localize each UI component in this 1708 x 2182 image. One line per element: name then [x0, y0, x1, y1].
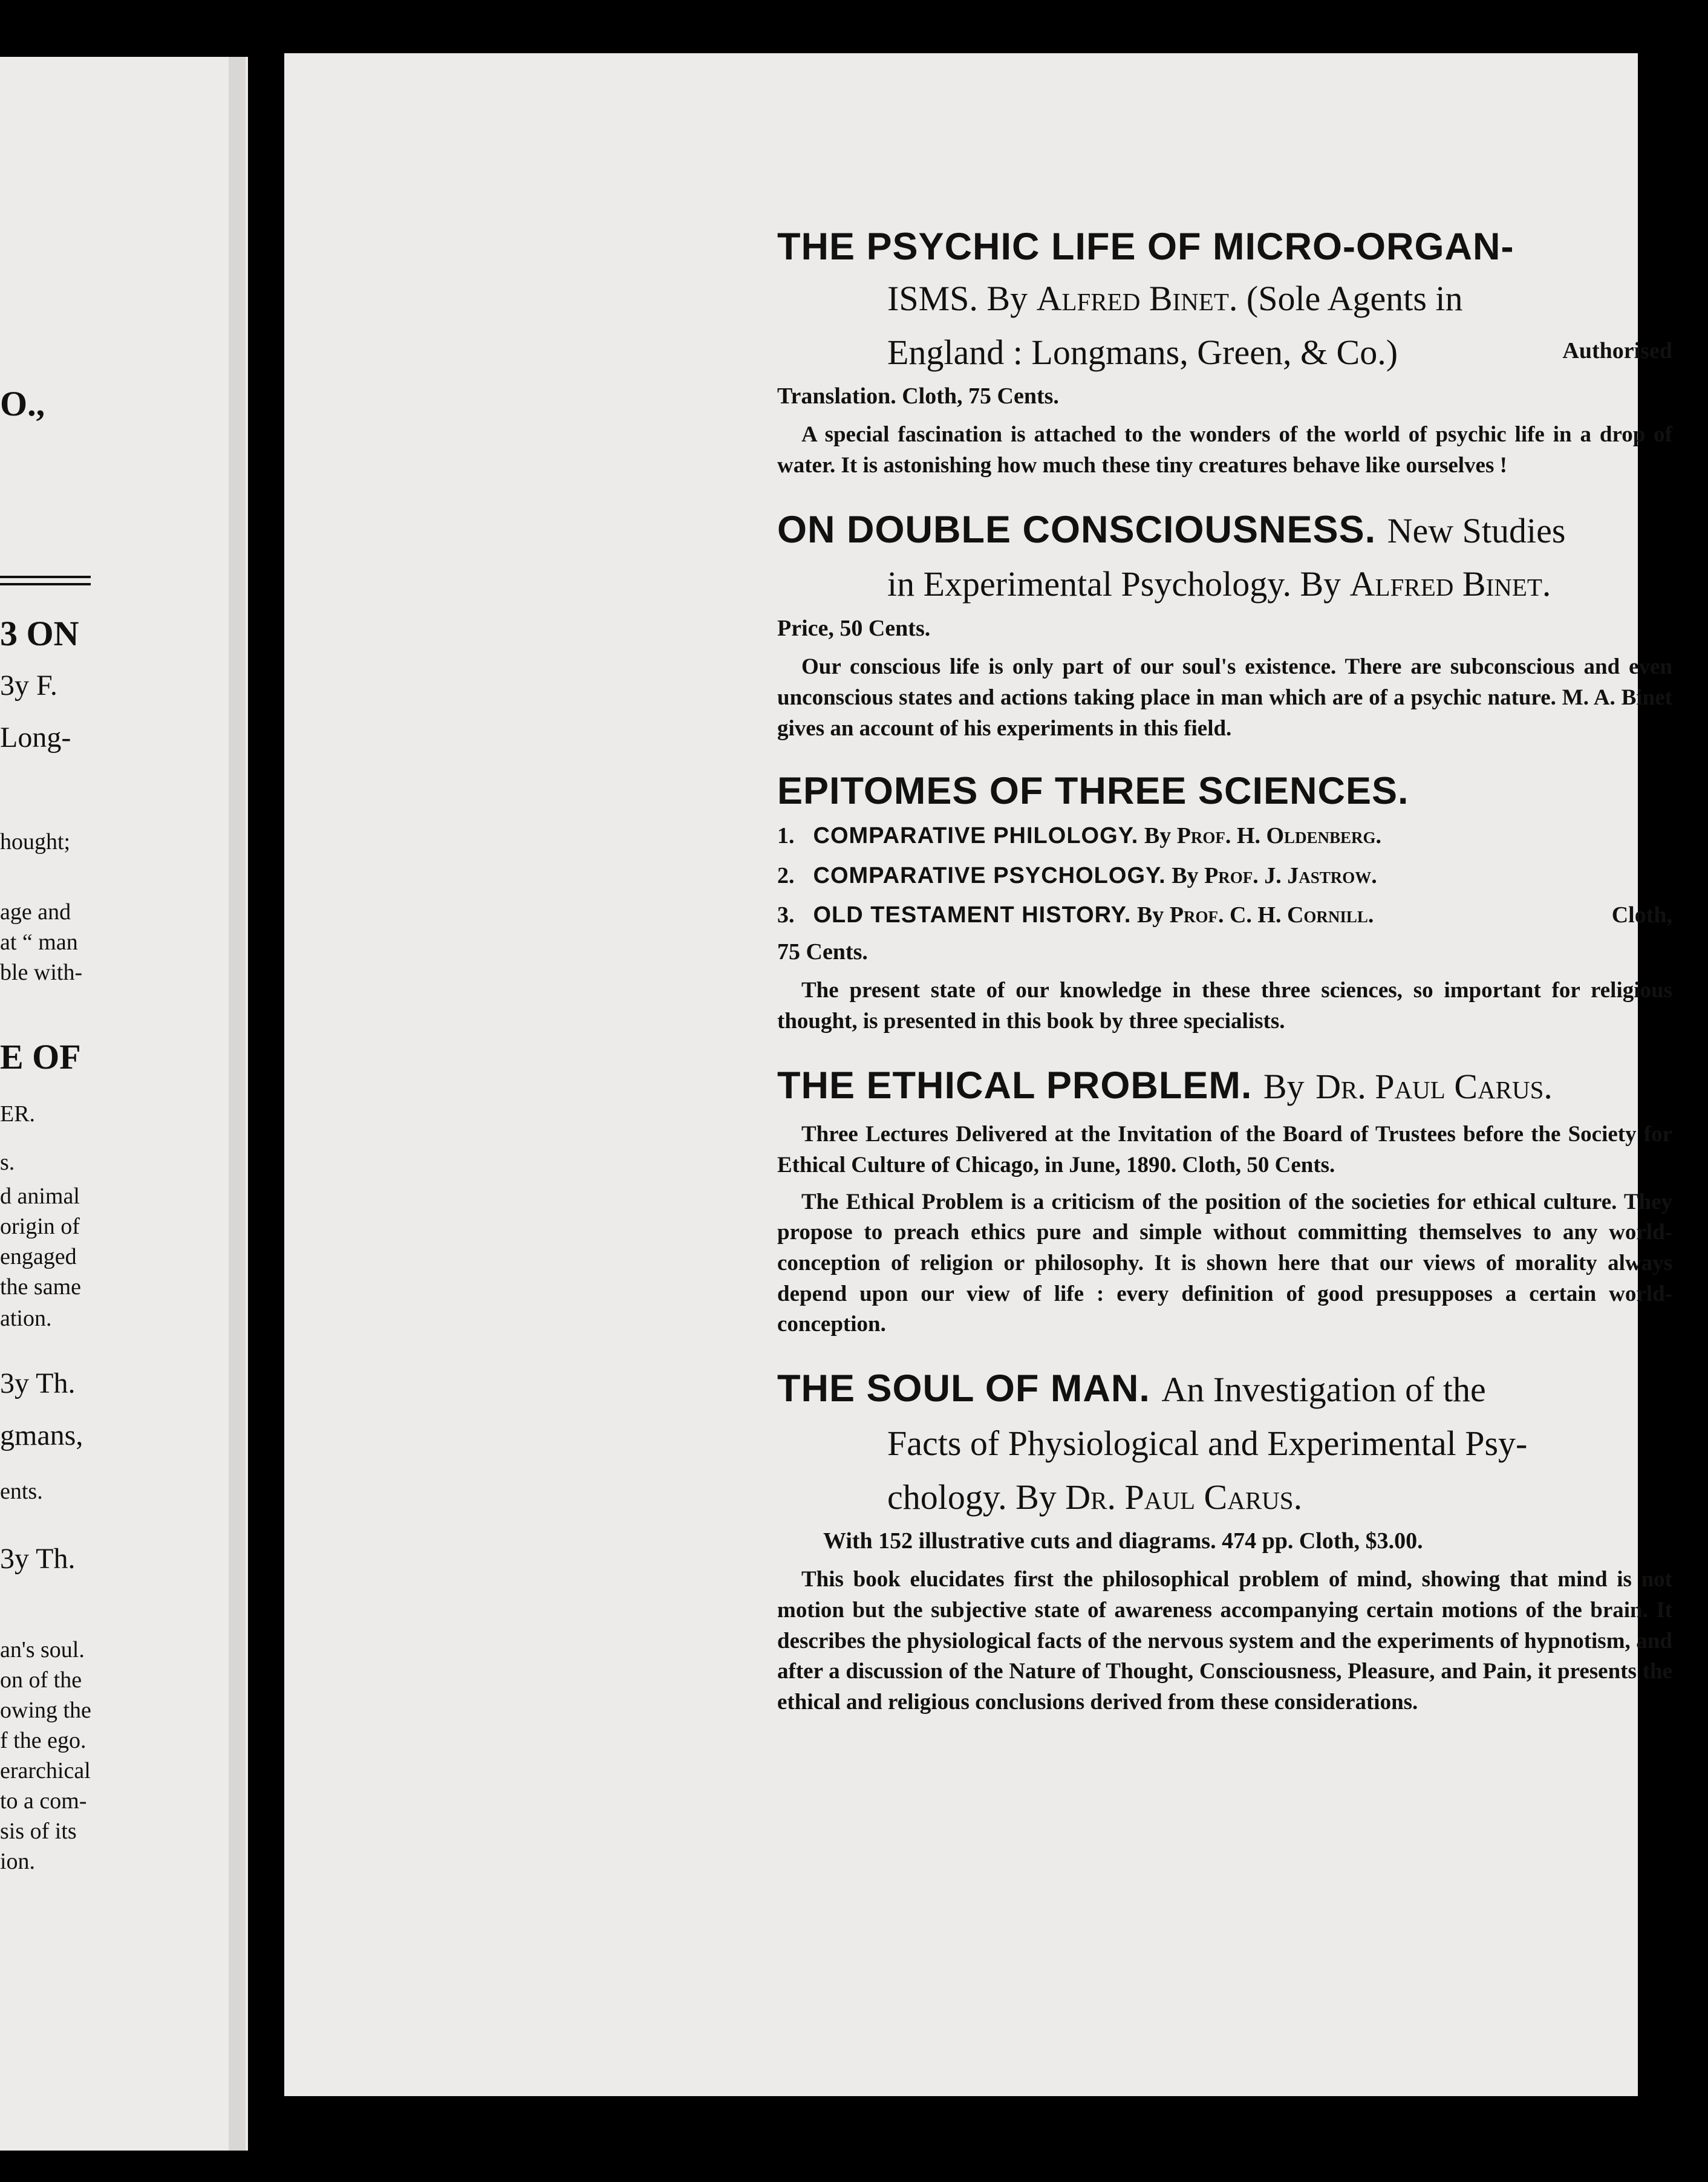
- left-page-line: hought;: [0, 829, 71, 855]
- book-author: Alfred Binet.: [1036, 278, 1238, 318]
- book-entry-soul-of-man: [777, 1363, 1672, 1718]
- left-page-line: to a com-: [0, 1788, 87, 1814]
- book-title: THE PSYCHIC LIFE OF MICRO-ORGAN-: [777, 226, 1514, 268]
- left-page-line: an's soul.: [0, 1637, 85, 1663]
- epitome-item-num: 2.: [777, 862, 795, 888]
- left-page-line: ents.: [0, 1479, 43, 1504]
- book-list: [777, 223, 1672, 1741]
- book-description: Our conscious life is only part of our soul's existence. There are subconscious and even unconscious states and actions taking place in man which are of a psychic nature. M. A. Binet gives an account of his experiments in this field.: [777, 654, 1672, 741]
- epitome-item-title: OLD TESTAMENT HISTORY.: [813, 902, 1132, 928]
- epitome-item: [777, 816, 1672, 856]
- book-publisher: England : Longmans, Green, & Co.) Authorised: [887, 332, 1672, 372]
- left-page-line: age and: [0, 899, 71, 925]
- left-page-line: ion.: [0, 1849, 36, 1874]
- book-description: The present state of our knowledge in these three sciences, so important for religious thought, is presented in this book by three specialists.: [777, 978, 1672, 1034]
- left-page-line: ble with-: [0, 960, 83, 985]
- book-subtitle: Facts of Physiological and Experimental Psy-: [887, 1423, 1528, 1463]
- epitome-item-tail: Cloth,: [1611, 902, 1672, 928]
- epitome-item-by: By: [1136, 902, 1164, 928]
- left-page-line: gmans,: [0, 1419, 83, 1451]
- epitome-item-author: Prof. J. Jastrow.: [1204, 862, 1377, 888]
- book-author: Dr. Paul Carus.: [1315, 1066, 1553, 1106]
- book-title: EPITOMES OF THREE SCIENCES.: [777, 770, 1409, 813]
- page-gutter: [229, 57, 246, 2151]
- left-page-line: erarchical: [0, 1758, 91, 1783]
- left-page-line: on of the: [0, 1667, 82, 1693]
- left-page-line: at “ man: [0, 930, 78, 955]
- left-page-line: owing the: [0, 1698, 91, 1723]
- left-page-line: O.,: [0, 384, 45, 423]
- book-author: Alfred Binet.: [1349, 564, 1551, 604]
- epitome-item-num: 1.: [777, 823, 795, 849]
- epitome-item-title: COMPARATIVE PHILOLOGY.: [813, 823, 1139, 849]
- book-subtitle: ISMS. By Alfred Binet. (Sole Agents in: [887, 278, 1463, 318]
- left-page-line: engaged: [0, 1244, 77, 1269]
- left-page-line: s.: [0, 1150, 15, 1175]
- left-page-line: ER.: [0, 1101, 36, 1127]
- left-facing-page: [0, 57, 248, 2151]
- left-page-line: 3y Th.: [0, 1367, 76, 1399]
- epitome-item: [777, 856, 1672, 896]
- book-entry-ethical-problem: [777, 1060, 1672, 1341]
- left-page-line: Long-: [0, 721, 71, 754]
- book-entry-psychic-life: [777, 223, 1672, 481]
- left-page-line: 3y Th.: [0, 1543, 76, 1575]
- epitome-item-by: By: [1144, 823, 1172, 849]
- book-entry-epitomes: [777, 767, 1672, 1037]
- right-page: [284, 53, 1672, 2096]
- epitome-item-num: 3.: [777, 902, 795, 928]
- book-title: THE ETHICAL PROBLEM. By Dr. Paul Carus.: [777, 1064, 1553, 1107]
- left-page-rule: [0, 576, 91, 578]
- epitome-item: [777, 896, 1672, 935]
- book-description: A special fascination is attached to the wonders of the world of psychic life in a drop of water. It is astonishing how much these tiny creatures behave like ourselves !: [777, 422, 1672, 478]
- book-subtitle: chology. By Dr. Paul Carus.: [887, 1477, 1303, 1517]
- epitome-item-author: Prof. C. H. Cornill.: [1169, 902, 1374, 928]
- epitome-item-by: By: [1172, 862, 1199, 888]
- book-title: THE SOUL OF MAN. An Investigation of the: [777, 1367, 1486, 1410]
- left-page-line: 3 ON: [0, 614, 79, 653]
- book-price: With 152 illustrative cuts and diagrams. 474 pp. Cloth, $3.00.: [823, 1528, 1423, 1554]
- book-author: Dr. Paul Carus.: [1065, 1477, 1303, 1517]
- left-page-line: E OF: [0, 1037, 81, 1076]
- left-page-line: f the ego.: [0, 1728, 86, 1753]
- book-entry-double-consciousness: [777, 504, 1672, 744]
- left-page-line: ation.: [0, 1306, 52, 1331]
- epitome-item-author: Prof. H. Oldenberg.: [1176, 823, 1382, 849]
- left-page-line: origin of: [0, 1214, 80, 1239]
- book-description: The Ethical Problem is a criticism of the position of the societies for ethical culture. They propose to preach ethics pure and simple without committing themselves to any world-conception of religion or philosophy. It is shown here that our views of morality always depend upon our view of life : every definition of good presupposes a certain world-conception.: [777, 1189, 1672, 1337]
- book-subtitle: in Experimental Psychology. By Alfred Binet.: [887, 564, 1551, 604]
- book-lectures: Three Lectures Delivered at the Invitation of the Board of Trustees before the Society for Ethical Culture of Chicago, in June, 1890. Cloth, 50 Cents.: [777, 1122, 1672, 1178]
- book-title: ON DOUBLE CONSCIOUSNESS. New Studies: [777, 508, 1566, 551]
- left-page-line: 3y F.: [0, 669, 57, 702]
- book-price: Price, 50 Cents.: [777, 616, 931, 642]
- epitome-list: [777, 816, 1672, 935]
- left-page-line: d animal: [0, 1184, 80, 1209]
- book-price: Translation. Cloth, 75 Cents.: [777, 383, 1059, 409]
- left-page-line: sis of its: [0, 1819, 77, 1844]
- book-description: This book elucidates first the philosophical problem of mind, showing that mind is not motion but the subjective state of awareness accompanying certain motions of the brain. It describes the physiological facts of the nervous system and the experiments of hypnotism, and after a discussion of the Nature of Thought, Consciousness, Pleasure, and Pain, it presents the ethical and religious conclusions derived from these considerations.: [777, 1567, 1672, 1715]
- left-page-line: the same: [0, 1274, 82, 1300]
- book-price: 75 Cents.: [777, 939, 868, 965]
- left-page-rule: [0, 583, 91, 585]
- epitome-item-title: COMPARATIVE PSYCHOLOGY.: [813, 862, 1166, 888]
